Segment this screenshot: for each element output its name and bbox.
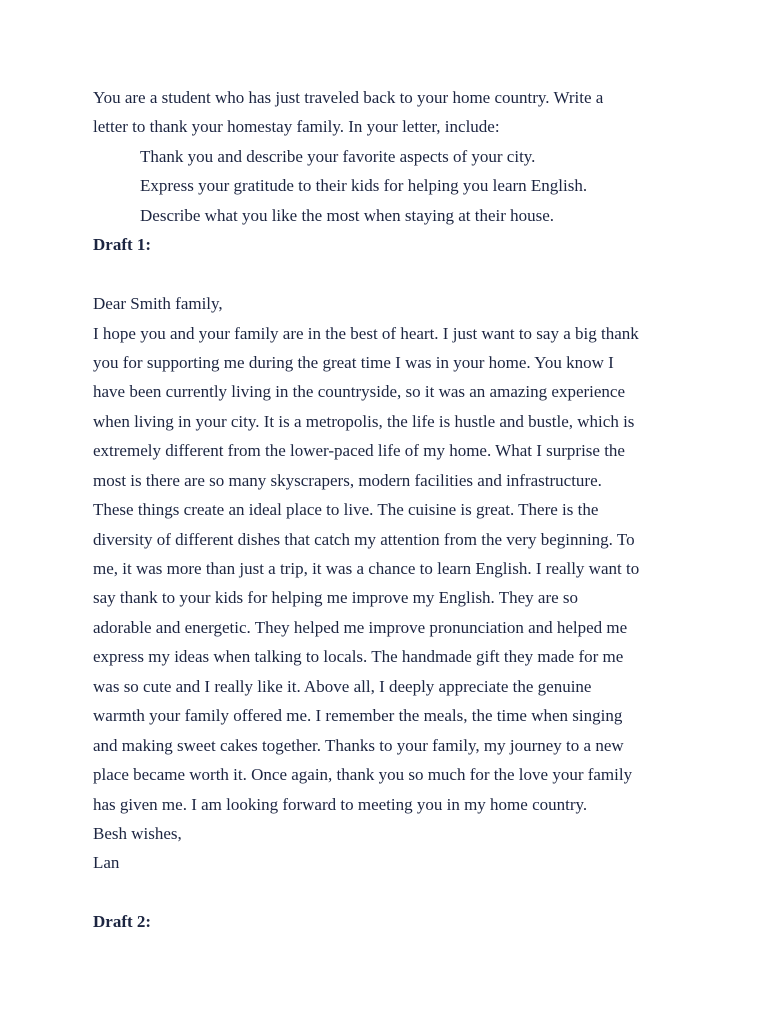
requirement-item: Thank you and describe your favorite aspects of your city. — [140, 146, 536, 166]
letter-body-line: when living in your city. It is a metropolis, the life is hustle and bustle, which is — [93, 411, 635, 431]
letter-body-line: you for supporting me during the great time I was in your home. You know I — [93, 352, 614, 372]
letter-body-line: I hope you and your family are in the best of heart. I just want to say a big thank — [93, 323, 639, 343]
letter-body-line: warmth your family offered me. I remember the meals, the time when singing — [93, 706, 623, 726]
letter-body-line: These things create an ideal place to live. The cuisine is great. There is the — [93, 500, 599, 520]
prompt-line: You are a student who has just traveled back to your home country. Write a — [93, 88, 604, 107]
spacer — [93, 260, 693, 289]
draft-2-heading: Draft 2: — [93, 912, 152, 932]
draft-1-heading: Draft 1: — [93, 235, 152, 255]
prompt-line: letter to thank your homestay family. In your letter, include: — [93, 117, 500, 137]
letter-body-line: have been currently living in the countryside, so it was an amazing experience — [93, 382, 626, 402]
letter-body-line: extremely different from the lower-paced life of my home. What I surprise the — [93, 441, 625, 461]
letter-body-line: has given me. I am looking forward to meeting you in my home country. — [93, 794, 588, 814]
letter-body — [93, 319, 693, 819]
letter-greeting: Dear Smith family, — [93, 294, 223, 314]
draft-2-section — [93, 907, 693, 936]
letter-body-line: was so cute and I really like it. Above all, I deeply appreciate the genuine — [93, 676, 592, 696]
letter-body-line: me, it was more than just a trip, it was a chance to learn English. I really want to — [93, 559, 640, 578]
letter-body-line: adorable and energetic. They helped me improve pronunciation and helped me — [93, 617, 628, 637]
requirement-item: Describe what you like the most when staying at their house. — [140, 205, 555, 225]
letter-body-line: express my ideas when talking to locals. The handmade gift they made for me — [93, 647, 624, 667]
task-prompt — [93, 83, 693, 230]
letter-body-line: diversity of different dishes that catch my attention from the very beginning. To — [93, 529, 635, 549]
document-page — [93, 83, 693, 937]
spacer — [93, 878, 693, 907]
letter-body-line: most is there are so many skyscrapers, modern facilities and infrastructure. — [93, 470, 602, 490]
letter-signature: Lan — [93, 853, 120, 873]
draft-1-section — [93, 230, 693, 878]
requirement-item: Express your gratitude to their kids for helping you learn English. — [140, 176, 588, 196]
letter-closing: Besh wishes, — [93, 823, 182, 843]
letter-body-line: and making sweet cakes together. Thanks to your family, my journey to a new — [93, 735, 624, 755]
letter-body-line: say thank to your kids for helping me improve my English. They are so — [93, 588, 579, 608]
letter-body-line: place became worth it. Once again, thank you so much for the love your family — [93, 765, 633, 785]
